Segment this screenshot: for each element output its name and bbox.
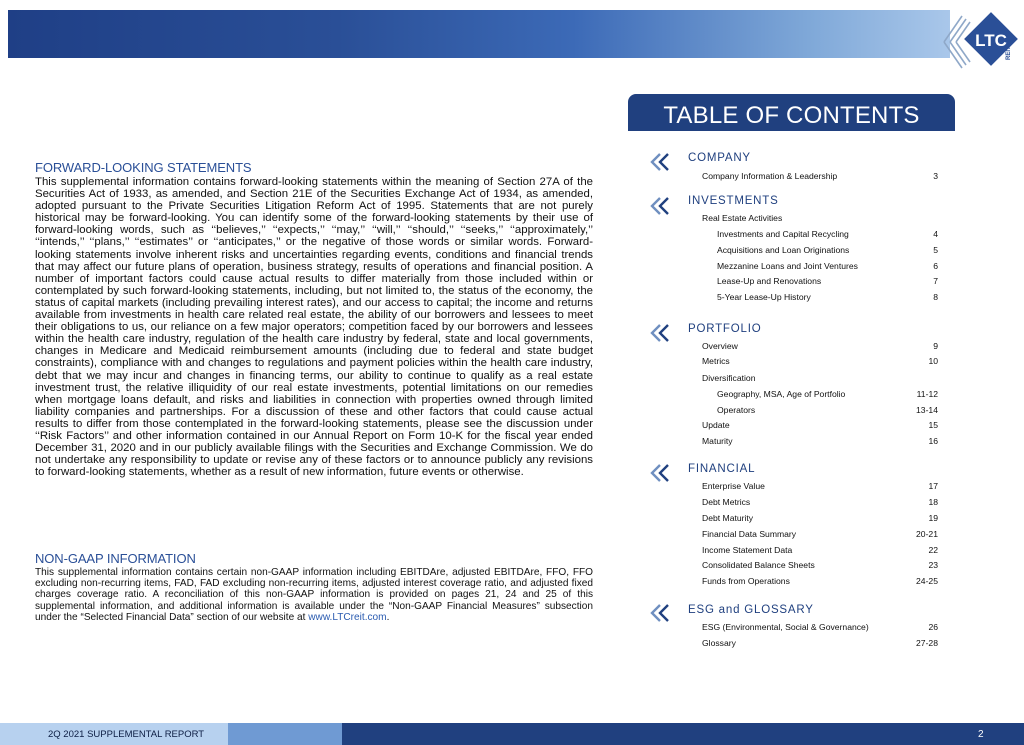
header-banner — [8, 10, 950, 58]
toc-item[interactable] — [717, 405, 938, 419]
footer-report-label: 2Q 2021 SUPPLEMENTAL REPORT — [48, 729, 205, 740]
toc-item-page: 4 — [933, 229, 938, 239]
toc-item-label: ESG (Environmental, Social & Governance) — [702, 622, 869, 632]
toc-item-label: Glossary — [702, 638, 736, 648]
toc-item[interactable] — [702, 436, 938, 450]
toc-item[interactable] — [702, 171, 938, 185]
toc-item-page: 9 — [933, 341, 938, 351]
toc-item-page: 20-21 — [916, 529, 938, 539]
toc-item-label: 5-Year Lease-Up History — [717, 292, 811, 302]
toc-item[interactable] — [717, 245, 938, 259]
toc-item[interactable] — [717, 292, 938, 306]
toc-item-page: 16 — [928, 436, 938, 446]
toc-item[interactable] — [702, 622, 938, 636]
non-gaap-text: This supplemental information contains certain non-GAAP information including EBITDAre, adjusted EBITDAre, FFO, FFO excluding non-recurring items, FAD, FAD excluding non-recurring items, adjusted interest coverage ratio, and adjusted fixed charges coverage ratio. A reconciliation of this non-GAAP information is provided on pages 21, 24 and 25 of this supplemental information, and additional information is available under the “Non-GAAP Financial Measures” subsection under the “Selected Financial Data” section of our website at — [35, 567, 593, 623]
toc-item-page: 26 — [928, 622, 938, 632]
toc-item-page: 3 — [933, 171, 938, 181]
toc-item-label: Consolidated Balance Sheets — [702, 560, 815, 570]
toc-item-page: 23 — [928, 560, 938, 570]
toc-item-label: Operators — [717, 405, 756, 415]
toc-item-page: 22 — [928, 545, 938, 555]
toc-item-label: Debt Metrics — [702, 497, 751, 507]
footer-accent-mid — [228, 723, 342, 745]
toc-item-label: Company Information & Leadership — [702, 171, 838, 181]
ltc-reit-logo — [934, 4, 1020, 74]
toc-item[interactable] — [702, 497, 938, 511]
toc-item[interactable] — [702, 341, 938, 355]
toc-item-page: 13-14 — [916, 405, 938, 415]
non-gaap-body — [35, 567, 593, 623]
toc-section-company: COMPANY — [688, 152, 751, 164]
toc-item[interactable] — [717, 389, 938, 403]
toc-item-page: 15 — [928, 420, 938, 430]
toc-item-page: 6 — [933, 261, 938, 271]
toc-item-page: 5 — [933, 245, 938, 255]
toc-item-label: Investments and Capital Recycling — [717, 229, 849, 239]
toc-item-label: Mezzanine Loans and Joint Ventures — [717, 261, 858, 271]
toc-item-page: 7 — [933, 276, 938, 286]
toc-item[interactable] — [717, 261, 938, 275]
toc-item-page: 10 — [928, 356, 938, 366]
toc-item-label: Financial Data Summary — [702, 529, 797, 539]
logo-subtext: REIT — [1006, 46, 1012, 60]
toc-item-label: Income Statement Data — [702, 545, 793, 555]
toc-item-label: Overview — [702, 341, 738, 351]
toc-item-label: Geography, MSA, Age of Portfolio — [717, 389, 846, 399]
toc-item-label: Funds from Operations — [702, 576, 790, 586]
toc-item[interactable] — [702, 513, 938, 527]
toc-item[interactable] — [702, 529, 938, 543]
double-chevron-left-icon — [648, 603, 672, 623]
toc-section-investments: INVESTMENTS — [688, 195, 779, 207]
toc-item[interactable] — [702, 545, 938, 559]
double-chevron-left-icon — [648, 323, 672, 343]
website-link[interactable]: www.LTCreit.com — [308, 611, 387, 623]
toc-item[interactable] — [702, 373, 938, 387]
toc-item[interactable] — [702, 638, 938, 652]
toc-item-page: 8 — [933, 292, 938, 302]
toc-item[interactable] — [702, 560, 938, 574]
toc-item[interactable] — [717, 276, 938, 290]
toc-item-page: 19 — [928, 513, 938, 523]
toc-section-financial: FINANCIAL — [688, 463, 756, 475]
toc-item-label: Real Estate Activities — [702, 213, 783, 223]
toc-item-page: 27-28 — [916, 638, 938, 648]
page-number: 2 — [978, 729, 984, 740]
toc-item-label: Update — [702, 420, 730, 430]
toc-item-label: Debt Maturity — [702, 513, 754, 523]
toc-item[interactable] — [702, 356, 938, 370]
toc-item-label: Metrics — [702, 356, 730, 366]
double-chevron-left-icon — [648, 463, 672, 483]
double-chevron-left-icon — [648, 152, 672, 172]
toc-item[interactable] — [702, 576, 938, 590]
toc-item-page: 17 — [928, 481, 938, 491]
double-chevron-left-icon — [648, 196, 672, 216]
toc-item-page: 18 — [928, 497, 938, 507]
non-gaap-title: NON-GAAP INFORMATION — [35, 551, 196, 566]
logo-text: LTC — [975, 31, 1007, 50]
toc-item-label: Maturity — [702, 436, 733, 446]
forward-looking-body: This supplemental information contains forward-looking statements within the meaning of Section 27A of the Securities Act of 1933, as amended, and Section 21E of the Securities Exchange Act of 1934, as amended, adopted pursuant to the Private Securities Litigation Reform Act of 1995. Statements that are not purely historical may be forward-looking. You can identify some of the forward-looking statements by their use of forward-looking words, such as ‘‘believes,’’ ‘‘expects,’’ ‘‘may,’’ ‘‘will,’’ ‘‘should,’’ ‘‘seeks,’’ ‘‘approximately,’’ ‘‘intends,’’ ‘‘plans,’’ ‘‘estimates’’ or ‘‘anticipates,’’ or the negative of those words or similar words. Forward- looking statements involve inherent risks and uncertainties regarding events, conditions and financial trends that may affect our future plans of operation, business strategy, results of operations and financial position. A number of important factors could cause actual results to differ materially from those included within or contemplated by such forward-looking statements, including, but not limited to, the status of the economy, the status of capital markets (including prevailing interest rates), and our access to capital; the income and returns available from investments in health care related real estate, the ability of our borrowers and lessees to meet their obligations to us, our reliance on a few major operators; competition faced by our borrowers and lessees within the health care industry, regulation of the health care industry by federal, state and local governments, changes in Medicare and Medicaid reimbursement amounts (including due to federal and state budget constraints), compliance with and changes to regulations and payment policies within the health care industry, debt that we may incur and changes in financing terms, our ability to continue to qualify as a real estate investment trust, the relative illiquidity of our real estate investments, potential limitations on our remedies when mortgage loans default, and risks and liabilities in connection with properties owned through limited liability companies and partnerships. For a discussion of these and other factors that could cause actual results to differ from those contemplated in the forward-looking statements, please see the discussion under ‘‘Risk Factors’’ and other information contained in our Annual Report on Form 10-K for the fiscal year ended December 31, 2020 and in our publicly available filings with the Securities and Exchange Commission. We do not undertake any responsibility to update or revise any of these factors or to announce publicly any revisions to forward-looking statements, whether as a result of new information, future events or otherwise. — [35, 176, 593, 479]
toc-item[interactable] — [702, 481, 938, 495]
toc-item-page: 11-12 — [916, 389, 938, 399]
toc-title: TABLE OF CONTENTS — [628, 94, 955, 131]
toc-section-portfolio: PORTFOLIO — [688, 323, 762, 335]
toc-item[interactable] — [702, 213, 938, 227]
non-gaap-text-end: . — [386, 611, 390, 623]
toc-item-page: 24-25 — [916, 576, 938, 586]
toc-item-label: Diversification — [702, 373, 756, 383]
toc-item-label: Acquisitions and Loan Originations — [717, 245, 850, 255]
forward-looking-title: FORWARD-LOOKING STATEMENTS — [35, 160, 252, 175]
toc-item[interactable] — [702, 420, 938, 434]
toc-item-label: Enterprise Value — [702, 481, 765, 491]
toc-item[interactable] — [717, 229, 938, 243]
toc-item-label: Lease-Up and Renovations — [717, 276, 822, 286]
toc-section-esg-glossary: ESG and GLOSSARY — [688, 604, 814, 616]
